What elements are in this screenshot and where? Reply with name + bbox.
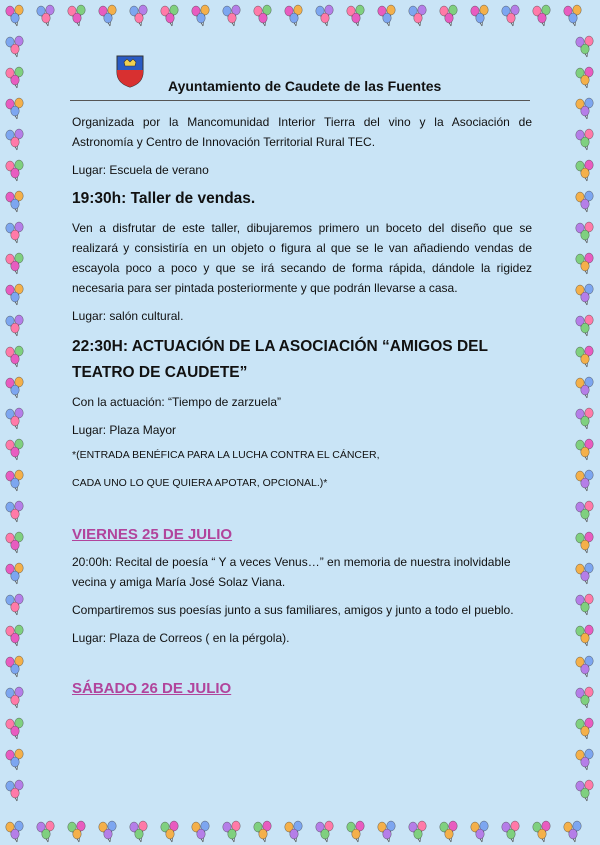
- balloon-cluster-icon: [533, 5, 550, 26]
- balloon-cluster-icon: [6, 532, 23, 553]
- balloon-cluster-icon: [576, 191, 593, 212]
- balloon-cluster-icon: [6, 749, 23, 770]
- balloon-cluster-icon: [576, 36, 593, 57]
- workshop-place: Lugar: salón cultural.: [72, 309, 184, 323]
- workshop-heading: 19:30h: Taller de vendas.: [72, 190, 256, 207]
- balloon-cluster-icon: [6, 594, 23, 615]
- balloon-cluster-icon: [576, 315, 593, 336]
- balloon-cluster-icon: [6, 563, 23, 584]
- balloon-cluster-icon: [576, 470, 593, 491]
- balloon-cluster-icon: [254, 821, 271, 842]
- balloon-cluster-icon: [192, 821, 209, 842]
- header-title: Ayuntamiento de Caudete de las Fuentes: [168, 78, 442, 94]
- balloon-cluster-icon: [161, 5, 178, 26]
- balloon-cluster-icon: [6, 687, 23, 708]
- workshop-description: Ven a disfrutar de este taller, dibujaremos primero un boceto del diseño que se realizará y consistiría en un objeto o figura al que se le van añadiendo vendas de escayola poco a poco y que se irá secando de forma rápida, dándole la rigidez necesaria para ser pintada posteriormente y que podrán llevarse a casa.: [72, 221, 532, 295]
- balloon-cluster-icon: [502, 821, 519, 842]
- balloon-cluster-icon: [440, 5, 457, 26]
- balloon-cluster-icon: [533, 821, 550, 842]
- balloon-cluster-icon: [6, 67, 23, 88]
- balloon-cluster-icon: [68, 821, 85, 842]
- friday-event: 20:00h: Recital de poesía “ Y a veces Venus…” en memoria de nuestra inolvidable vecina y amiga María José Solaz Viana.: [72, 555, 511, 589]
- balloon-cluster-icon: [576, 408, 593, 429]
- balloon-cluster-icon: [576, 439, 593, 460]
- friday-heading: VIERNES 25 DE JULIO: [72, 526, 233, 543]
- balloon-cluster-icon: [576, 160, 593, 181]
- balloon-cluster-icon: [6, 439, 23, 460]
- balloon-cluster-icon: [6, 470, 23, 491]
- balloon-cluster-icon: [576, 594, 593, 615]
- balloon-cluster-icon: [6, 222, 23, 243]
- coat-of-arms-icon: [111, 52, 149, 88]
- balloon-cluster-icon: [37, 5, 54, 26]
- intro-place: Lugar: Escuela de verano: [72, 163, 209, 177]
- balloon-cluster-icon: [564, 5, 581, 26]
- balloon-cluster-icon: [502, 5, 519, 26]
- performance-note-line2: CADA UNO LO QUE QUIERA APOTAR, OPCIONAL.)*: [72, 477, 328, 489]
- balloon-cluster-icon: [576, 98, 593, 119]
- balloon-cluster-icon: [378, 5, 395, 26]
- balloon-cluster-icon: [564, 821, 581, 842]
- balloon-cluster-icon: [6, 5, 23, 26]
- balloon-cluster-icon: [409, 5, 426, 26]
- balloon-cluster-icon: [576, 625, 593, 646]
- balloon-cluster-icon: [576, 222, 593, 243]
- saturday-heading: SÁBADO 26 DE JULIO: [72, 680, 232, 697]
- balloon-cluster-icon: [6, 36, 23, 57]
- balloon-cluster-icon: [37, 821, 54, 842]
- performance-note-line1: *(ENTRADA BENÉFICA PARA LA LUCHA CONTRA EL CÁNCER,: [72, 449, 380, 461]
- balloon-cluster-icon: [6, 160, 23, 181]
- balloon-cluster-icon: [6, 821, 23, 842]
- balloon-cluster-icon: [99, 821, 116, 842]
- balloon-cluster-icon: [6, 625, 23, 646]
- performance-place: Lugar: Plaza Mayor: [72, 423, 177, 437]
- balloon-cluster-icon: [6, 284, 23, 305]
- balloon-cluster-icon: [576, 718, 593, 739]
- balloon-cluster-icon: [471, 5, 488, 26]
- balloon-cluster-icon: [6, 129, 23, 150]
- balloon-cluster-icon: [576, 687, 593, 708]
- balloon-cluster-icon: [6, 346, 23, 367]
- balloon-cluster-icon: [192, 5, 209, 26]
- balloon-cluster-icon: [130, 5, 147, 26]
- balloon-cluster-icon: [130, 821, 147, 842]
- balloon-cluster-icon: [6, 780, 23, 801]
- main-content: [72, 112, 532, 706]
- balloon-cluster-icon: [576, 780, 593, 801]
- balloon-cluster-icon: [223, 5, 240, 26]
- balloon-cluster-icon: [440, 821, 457, 842]
- balloon-cluster-icon: [6, 656, 23, 677]
- balloon-cluster-icon: [99, 5, 116, 26]
- balloon-cluster-icon: [6, 191, 23, 212]
- header-divider: [70, 100, 530, 101]
- balloon-cluster-icon: [576, 749, 593, 770]
- performance-heading-line2: TEATRO DE CAUDETE”: [72, 364, 248, 381]
- balloon-cluster-icon: [576, 253, 593, 274]
- balloon-cluster-icon: [68, 5, 85, 26]
- performance-act: Con la actuación: “Tiempo de zarzuela”: [72, 395, 281, 409]
- balloon-cluster-icon: [316, 5, 333, 26]
- balloon-cluster-icon: [347, 5, 364, 26]
- friday-share: Compartiremos sus poesías junto a sus familiares, amigos y junto a todo el pueblo.: [72, 603, 514, 617]
- balloon-cluster-icon: [285, 821, 302, 842]
- balloon-cluster-icon: [6, 501, 23, 522]
- balloon-cluster-icon: [576, 346, 593, 367]
- balloon-cluster-icon: [6, 718, 23, 739]
- balloon-cluster-icon: [6, 377, 23, 398]
- balloon-cluster-icon: [223, 821, 240, 842]
- balloon-cluster-icon: [576, 532, 593, 553]
- balloon-cluster-icon: [409, 821, 426, 842]
- balloon-cluster-icon: [471, 821, 488, 842]
- balloon-cluster-icon: [576, 284, 593, 305]
- performance-heading: [72, 334, 532, 386]
- balloon-cluster-icon: [576, 129, 593, 150]
- performance-heading-line1: 22:30H: ACTUACIÓN DE LA ASOCIACIÓN “AMIGOS DEL: [72, 338, 488, 355]
- balloon-cluster-icon: [254, 5, 271, 26]
- balloon-cluster-icon: [378, 821, 395, 842]
- balloon-cluster-icon: [316, 821, 333, 842]
- balloon-cluster-icon: [576, 67, 593, 88]
- balloon-cluster-icon: [576, 377, 593, 398]
- balloon-cluster-icon: [576, 656, 593, 677]
- balloon-cluster-icon: [161, 821, 178, 842]
- organizer-text: Organizada por la Mancomunidad Interior Tierra del vino y la Asociación de Astronomía y Centro de Innovación Territorial Rural TEC.: [72, 115, 532, 149]
- balloon-cluster-icon: [576, 563, 593, 584]
- balloon-cluster-icon: [6, 98, 23, 119]
- balloon-cluster-icon: [6, 315, 23, 336]
- balloon-cluster-icon: [6, 253, 23, 274]
- balloon-cluster-icon: [576, 501, 593, 522]
- balloon-cluster-icon: [285, 5, 302, 26]
- balloon-cluster-icon: [347, 821, 364, 842]
- balloon-cluster-icon: [6, 408, 23, 429]
- friday-place: Lugar: Plaza de Correos ( en la pérgola).: [72, 631, 290, 645]
